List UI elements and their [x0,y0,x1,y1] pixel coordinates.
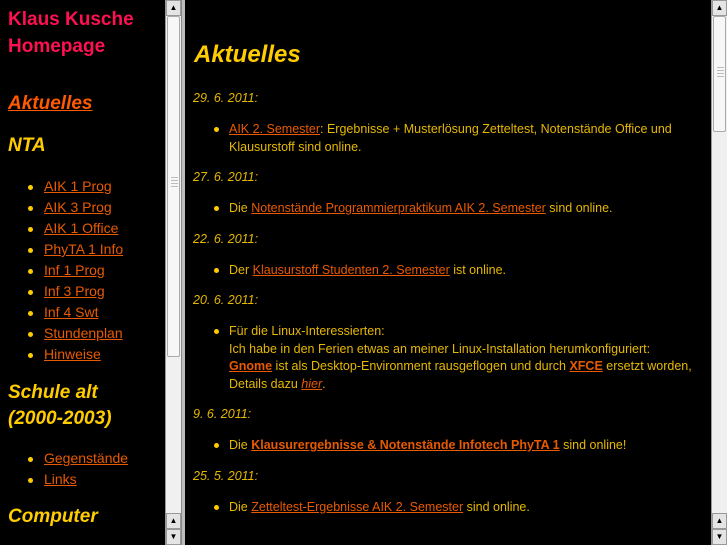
nav-link[interactable]: AIK 3 Prog [44,199,112,215]
nav-link[interactable]: AIK 1 Prog [44,178,112,194]
computer-heading: Computer [8,506,98,527]
news-text: sind online. [545,201,613,215]
list-item [28,302,123,323]
news-item [214,323,698,393]
news-item [214,437,698,455]
navigation-frame [0,0,165,545]
gnome-link[interactable]: Gnome [229,359,273,373]
news-text: sind online! [559,438,627,452]
news-date: 29. 6. 2011: [193,91,259,105]
news-item [214,499,698,517]
hier-link[interactable]: hier [301,376,323,391]
list-item [28,176,123,197]
site-title [8,6,134,60]
scroll-up-icon[interactable]: ▲ [166,0,181,16]
nav-link[interactable]: Hinweise [44,346,101,362]
heading-line: Schule alt [8,382,98,403]
scroll-thumb[interactable] [713,16,726,132]
list-item [28,239,123,260]
news-link[interactable]: Notenstände Programmierpraktikum AIK 2. Semester [251,201,546,215]
news-date: 20. 6. 2011: [193,293,259,307]
scroll-thumb[interactable] [167,16,180,357]
nav-link-aktuelles[interactable]: Aktuelles [8,93,93,114]
content-frame [185,0,711,545]
list-item [28,344,123,365]
list-item [28,218,123,239]
nav-link[interactable]: Inf 3 Prog [44,283,105,299]
list-item [28,260,123,281]
news-text: ersetzt worden, [602,359,692,373]
nav-link[interactable]: Gegenstände [44,450,129,466]
news-text: Der [229,262,253,277]
page-title: Aktuelles [194,41,301,68]
news-text: : Ergebnisse + Musterlösung Zetteltest, Notenstände Office und Klausurstoff sind online. [229,122,672,154]
news-text: Die [229,201,252,215]
news-text: ist als Desktop-Environment rausgeflogen und durch [272,359,570,373]
scroll-up-icon[interactable]: ▲ [712,0,727,16]
news-item [214,121,698,156]
scroll-up-icon[interactable]: ▲ [712,513,727,529]
news-text: Für die Linux-Interessierten: [229,324,385,338]
news-text: Die [229,438,252,452]
left-scrollbar[interactable] [165,0,181,545]
scroll-up-icon[interactable]: ▲ [166,513,181,529]
news-link[interactable]: Klausurstoff Studenten 2. Semester [252,262,450,277]
list-item [28,469,128,490]
news-date: 27. 6. 2011: [193,170,259,184]
scroll-down-icon[interactable]: ▼ [166,529,181,545]
list-item [28,323,123,344]
nav-link[interactable]: Links [44,471,77,487]
list-item [28,448,128,469]
news-date: 22. 6. 2011: [193,231,259,246]
schule-heading [8,380,112,432]
news-text: Details dazu [229,376,302,391]
right-scrollbar[interactable] [711,0,727,545]
schule-list [28,448,128,490]
news-list [193,90,698,516]
nav-link[interactable]: PhyTA 1 Info [44,241,124,257]
heading-line: (2000-2003) [8,408,112,429]
news-text: ist online. [449,262,507,277]
news-link[interactable]: Zetteltest-Ergebnisse AIK 2. Semester [251,499,464,514]
title-line: Homepage [8,36,106,57]
xfce-link[interactable]: XFCE [569,359,603,373]
nav-link[interactable]: Stundenplan [44,325,123,341]
nav-link[interactable]: AIK 1 Office [44,220,119,236]
nav-link[interactable]: Inf 1 Prog [44,262,105,278]
news-text: Ich habe in den Ferien etwas an meiner Linux-Installation herumkonfiguriert: [229,341,651,356]
nta-heading: NTA [8,135,46,156]
nav-link[interactable]: Inf 4 Swt [44,304,99,320]
nta-list [28,176,123,365]
title-line: Klaus Kusche [8,9,134,30]
list-item [28,197,123,218]
list-item [28,281,123,302]
scroll-down-icon[interactable]: ▼ [712,529,727,545]
news-item [214,200,698,218]
news-link[interactable]: AIK 2. Semester [229,122,321,136]
news-text: sind online. [463,499,530,514]
news-date: 25. 5. 2011: [193,468,259,483]
news-link[interactable]: Klausurergebnisse & Notenstände Infotech PhyTA 1 [251,438,560,452]
news-item [214,262,698,280]
news-text: Die [229,499,252,514]
news-text: . [322,376,326,391]
news-date: 9. 6. 2011: [193,407,252,421]
